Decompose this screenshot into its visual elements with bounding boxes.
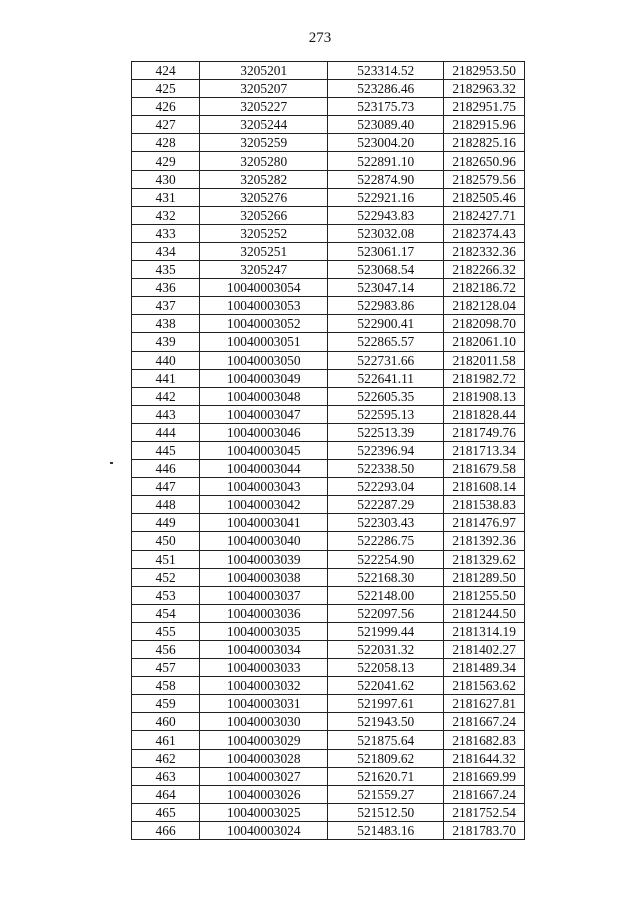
x-coordinate-cell: 522287.29 <box>328 496 444 514</box>
table-row <box>132 731 525 749</box>
x-coordinate-cell: 523175.73 <box>328 98 444 116</box>
point-id-cell: 10040003046 <box>200 423 328 441</box>
table-row <box>132 695 525 713</box>
x-coordinate-cell: 522921.16 <box>328 188 444 206</box>
point-id-cell: 10040003033 <box>200 659 328 677</box>
row-number-cell: 455 <box>132 622 200 640</box>
y-coordinate-cell: 2182266.32 <box>444 261 525 279</box>
y-coordinate-cell: 2182128.04 <box>444 297 525 315</box>
table-row <box>132 677 525 695</box>
table-row <box>132 369 525 387</box>
point-id-cell: 10040003035 <box>200 622 328 640</box>
y-coordinate-cell: 2181667.24 <box>444 785 525 803</box>
point-id-cell: 3205280 <box>200 152 328 170</box>
point-id-cell: 10040003048 <box>200 387 328 405</box>
row-number-cell: 436 <box>132 279 200 297</box>
table-row <box>132 550 525 568</box>
table-row <box>132 767 525 785</box>
point-id-cell: 10040003024 <box>200 821 328 839</box>
x-coordinate-cell: 522168.30 <box>328 568 444 586</box>
y-coordinate-cell: 2182953.50 <box>444 62 525 80</box>
point-id-cell: 10040003040 <box>200 532 328 550</box>
table-row <box>132 496 525 514</box>
x-coordinate-cell: 522513.39 <box>328 423 444 441</box>
x-coordinate-cell: 523061.17 <box>328 242 444 260</box>
row-number-cell: 462 <box>132 749 200 767</box>
row-number-cell: 460 <box>132 713 200 731</box>
row-number-cell: 447 <box>132 478 200 496</box>
x-coordinate-cell: 522874.90 <box>328 170 444 188</box>
point-id-cell: 10040003038 <box>200 568 328 586</box>
y-coordinate-cell: 2181644.32 <box>444 749 525 767</box>
point-id-cell: 10040003047 <box>200 405 328 423</box>
row-number-cell: 440 <box>132 351 200 369</box>
point-id-cell: 10040003025 <box>200 803 328 821</box>
x-coordinate-cell: 522031.32 <box>328 641 444 659</box>
row-number-cell: 442 <box>132 387 200 405</box>
x-coordinate-cell: 523286.46 <box>328 80 444 98</box>
row-number-cell: 445 <box>132 441 200 459</box>
row-number-cell: 448 <box>132 496 200 514</box>
table-row <box>132 62 525 80</box>
x-coordinate-cell: 521620.71 <box>328 767 444 785</box>
table-row <box>132 622 525 640</box>
row-number-cell: 456 <box>132 641 200 659</box>
y-coordinate-cell: 2182650.96 <box>444 152 525 170</box>
y-coordinate-cell: 2182579.56 <box>444 170 525 188</box>
coordinates-table <box>131 61 525 840</box>
table-row <box>132 80 525 98</box>
table-row <box>132 514 525 532</box>
row-number-cell: 433 <box>132 224 200 242</box>
y-coordinate-cell: 2182098.70 <box>444 315 525 333</box>
point-id-cell: 3205276 <box>200 188 328 206</box>
x-coordinate-cell: 522254.90 <box>328 550 444 568</box>
point-id-cell: 10040003043 <box>200 478 328 496</box>
table-row <box>132 116 525 134</box>
x-coordinate-cell: 523047.14 <box>328 279 444 297</box>
x-coordinate-cell: 522595.13 <box>328 405 444 423</box>
point-id-cell: 3205252 <box>200 224 328 242</box>
point-id-cell: 3205259 <box>200 134 328 152</box>
row-number-cell: 458 <box>132 677 200 695</box>
y-coordinate-cell: 2181314.19 <box>444 622 525 640</box>
y-coordinate-cell: 2181828.44 <box>444 405 525 423</box>
row-number-cell: 453 <box>132 586 200 604</box>
table-row <box>132 532 525 550</box>
y-coordinate-cell: 2182951.75 <box>444 98 525 116</box>
x-coordinate-cell: 522058.13 <box>328 659 444 677</box>
row-number-cell: 461 <box>132 731 200 749</box>
table-row <box>132 749 525 767</box>
point-id-cell: 3205251 <box>200 242 328 260</box>
row-number-cell: 450 <box>132 532 200 550</box>
point-id-cell: 10040003027 <box>200 767 328 785</box>
x-coordinate-cell: 522396.94 <box>328 441 444 459</box>
row-number-cell: 438 <box>132 315 200 333</box>
x-coordinate-cell: 522097.56 <box>328 604 444 622</box>
x-coordinate-cell: 522900.41 <box>328 315 444 333</box>
y-coordinate-cell: 2181489.34 <box>444 659 525 677</box>
x-coordinate-cell: 523032.08 <box>328 224 444 242</box>
point-id-cell: 10040003029 <box>200 731 328 749</box>
x-coordinate-cell: 521809.62 <box>328 749 444 767</box>
row-number-cell: 439 <box>132 333 200 351</box>
y-coordinate-cell: 2182332.36 <box>444 242 525 260</box>
x-coordinate-cell: 522605.35 <box>328 387 444 405</box>
x-coordinate-cell: 522148.00 <box>328 586 444 604</box>
table-row <box>132 423 525 441</box>
y-coordinate-cell: 2181679.58 <box>444 460 525 478</box>
y-coordinate-cell: 2181538.83 <box>444 496 525 514</box>
table-row <box>132 387 525 405</box>
row-number-cell: 446 <box>132 460 200 478</box>
coordinates-table-body <box>132 62 525 840</box>
y-coordinate-cell: 2181289.50 <box>444 568 525 586</box>
y-coordinate-cell: 2181329.62 <box>444 550 525 568</box>
table-row <box>132 297 525 315</box>
row-number-cell: 430 <box>132 170 200 188</box>
table-row <box>132 441 525 459</box>
x-coordinate-cell: 522943.83 <box>328 206 444 224</box>
row-number-cell: 435 <box>132 261 200 279</box>
table-row <box>132 713 525 731</box>
x-coordinate-cell: 523089.40 <box>328 116 444 134</box>
point-id-cell: 10040003030 <box>200 713 328 731</box>
x-coordinate-cell: 521483.16 <box>328 821 444 839</box>
y-coordinate-cell: 2181627.81 <box>444 695 525 713</box>
point-id-cell: 10040003026 <box>200 785 328 803</box>
table-row <box>132 206 525 224</box>
table-row <box>132 641 525 659</box>
y-coordinate-cell: 2182915.96 <box>444 116 525 134</box>
row-number-cell: 427 <box>132 116 200 134</box>
table-row <box>132 333 525 351</box>
y-coordinate-cell: 2181669.99 <box>444 767 525 785</box>
table-row <box>132 224 525 242</box>
row-number-cell: 452 <box>132 568 200 586</box>
x-coordinate-cell: 522303.43 <box>328 514 444 532</box>
x-coordinate-cell: 523004.20 <box>328 134 444 152</box>
x-coordinate-cell: 521875.64 <box>328 731 444 749</box>
y-coordinate-cell: 2182061.10 <box>444 333 525 351</box>
x-coordinate-cell: 522983.86 <box>328 297 444 315</box>
table-row <box>132 242 525 260</box>
y-coordinate-cell: 2181783.70 <box>444 821 525 839</box>
table-row <box>132 785 525 803</box>
x-coordinate-cell: 521943.50 <box>328 713 444 731</box>
row-number-cell: 451 <box>132 550 200 568</box>
table-row <box>132 405 525 423</box>
y-coordinate-cell: 2181402.27 <box>444 641 525 659</box>
point-id-cell: 10040003028 <box>200 749 328 767</box>
row-number-cell: 454 <box>132 604 200 622</box>
row-number-cell: 426 <box>132 98 200 116</box>
y-coordinate-cell: 2181255.50 <box>444 586 525 604</box>
x-coordinate-cell: 521997.61 <box>328 695 444 713</box>
row-number-cell: 463 <box>132 767 200 785</box>
point-id-cell: 3205227 <box>200 98 328 116</box>
point-id-cell: 10040003041 <box>200 514 328 532</box>
point-id-cell: 3205247 <box>200 261 328 279</box>
table-row <box>132 261 525 279</box>
table-row <box>132 821 525 839</box>
table-row <box>132 152 525 170</box>
y-coordinate-cell: 2182374.43 <box>444 224 525 242</box>
y-coordinate-cell: 2181563.62 <box>444 677 525 695</box>
point-id-cell: 10040003039 <box>200 550 328 568</box>
row-number-cell: 459 <box>132 695 200 713</box>
point-id-cell: 10040003053 <box>200 297 328 315</box>
row-number-cell: 444 <box>132 423 200 441</box>
x-coordinate-cell: 522641.11 <box>328 369 444 387</box>
y-coordinate-cell: 2182011.58 <box>444 351 525 369</box>
y-coordinate-cell: 2181608.14 <box>444 478 525 496</box>
point-id-cell: 10040003045 <box>200 441 328 459</box>
y-coordinate-cell: 2181476.97 <box>444 514 525 532</box>
y-coordinate-cell: 2181392.36 <box>444 532 525 550</box>
x-coordinate-cell: 521512.50 <box>328 803 444 821</box>
point-id-cell: 10040003050 <box>200 351 328 369</box>
x-coordinate-cell: 522041.62 <box>328 677 444 695</box>
point-id-cell: 10040003037 <box>200 586 328 604</box>
table-row <box>132 460 525 478</box>
row-number-cell: 449 <box>132 514 200 532</box>
point-id-cell: 10040003049 <box>200 369 328 387</box>
row-number-cell: 428 <box>132 134 200 152</box>
row-number-cell: 434 <box>132 242 200 260</box>
point-id-cell: 10040003051 <box>200 333 328 351</box>
y-coordinate-cell: 2181752.54 <box>444 803 525 821</box>
point-id-cell: 3205201 <box>200 62 328 80</box>
x-coordinate-cell: 522286.75 <box>328 532 444 550</box>
y-coordinate-cell: 2181982.72 <box>444 369 525 387</box>
y-coordinate-cell: 2182825.16 <box>444 134 525 152</box>
y-coordinate-cell: 2181749.76 <box>444 423 525 441</box>
table-row <box>132 568 525 586</box>
row-number-cell: 465 <box>132 803 200 821</box>
x-coordinate-cell: 522891.10 <box>328 152 444 170</box>
point-id-cell: 3205282 <box>200 170 328 188</box>
point-id-cell: 10040003031 <box>200 695 328 713</box>
row-number-cell: 441 <box>132 369 200 387</box>
point-id-cell: 10040003034 <box>200 641 328 659</box>
row-number-cell: 425 <box>132 80 200 98</box>
row-number-cell: 464 <box>132 785 200 803</box>
row-number-cell: 431 <box>132 188 200 206</box>
row-number-cell: 424 <box>132 62 200 80</box>
x-coordinate-cell: 523314.52 <box>328 62 444 80</box>
point-id-cell: 10040003036 <box>200 604 328 622</box>
point-id-cell: 3205266 <box>200 206 328 224</box>
table-row <box>132 604 525 622</box>
table-row <box>132 98 525 116</box>
table-row <box>132 315 525 333</box>
row-number-cell: 432 <box>132 206 200 224</box>
x-coordinate-cell: 522731.66 <box>328 351 444 369</box>
row-number-cell: 457 <box>132 659 200 677</box>
x-coordinate-cell: 522293.04 <box>328 478 444 496</box>
x-coordinate-cell: 521559.27 <box>328 785 444 803</box>
y-coordinate-cell: 2182505.46 <box>444 188 525 206</box>
y-coordinate-cell: 2181244.50 <box>444 604 525 622</box>
x-coordinate-cell: 522865.57 <box>328 333 444 351</box>
y-coordinate-cell: 2181713.34 <box>444 441 525 459</box>
point-id-cell: 10040003052 <box>200 315 328 333</box>
point-id-cell: 10040003042 <box>200 496 328 514</box>
x-coordinate-cell: 522338.50 <box>328 460 444 478</box>
table-row <box>132 659 525 677</box>
row-number-cell: 466 <box>132 821 200 839</box>
point-id-cell: 10040003044 <box>200 460 328 478</box>
y-coordinate-cell: 2181682.83 <box>444 731 525 749</box>
y-coordinate-cell: 2182963.32 <box>444 80 525 98</box>
point-id-cell: 10040003032 <box>200 677 328 695</box>
table-row <box>132 351 525 369</box>
table-row <box>132 134 525 152</box>
y-coordinate-cell: 2181667.24 <box>444 713 525 731</box>
table-row <box>132 803 525 821</box>
y-coordinate-cell: 2182427.71 <box>444 206 525 224</box>
point-id-cell: 10040003054 <box>200 279 328 297</box>
table-row <box>132 478 525 496</box>
page-number: 273 <box>308 30 332 46</box>
point-id-cell: 3205207 <box>200 80 328 98</box>
table-row <box>132 170 525 188</box>
x-coordinate-cell: 521999.44 <box>328 622 444 640</box>
row-number-cell: 429 <box>132 152 200 170</box>
table-row <box>132 279 525 297</box>
row-number-cell: 443 <box>132 405 200 423</box>
row-number-cell: 437 <box>132 297 200 315</box>
table-row <box>132 586 525 604</box>
table-row <box>132 188 525 206</box>
x-coordinate-cell: 523068.54 <box>328 261 444 279</box>
point-id-cell: 3205244 <box>200 116 328 134</box>
margin-mark <box>110 462 113 464</box>
y-coordinate-cell: 2181908.13 <box>444 387 525 405</box>
y-coordinate-cell: 2182186.72 <box>444 279 525 297</box>
